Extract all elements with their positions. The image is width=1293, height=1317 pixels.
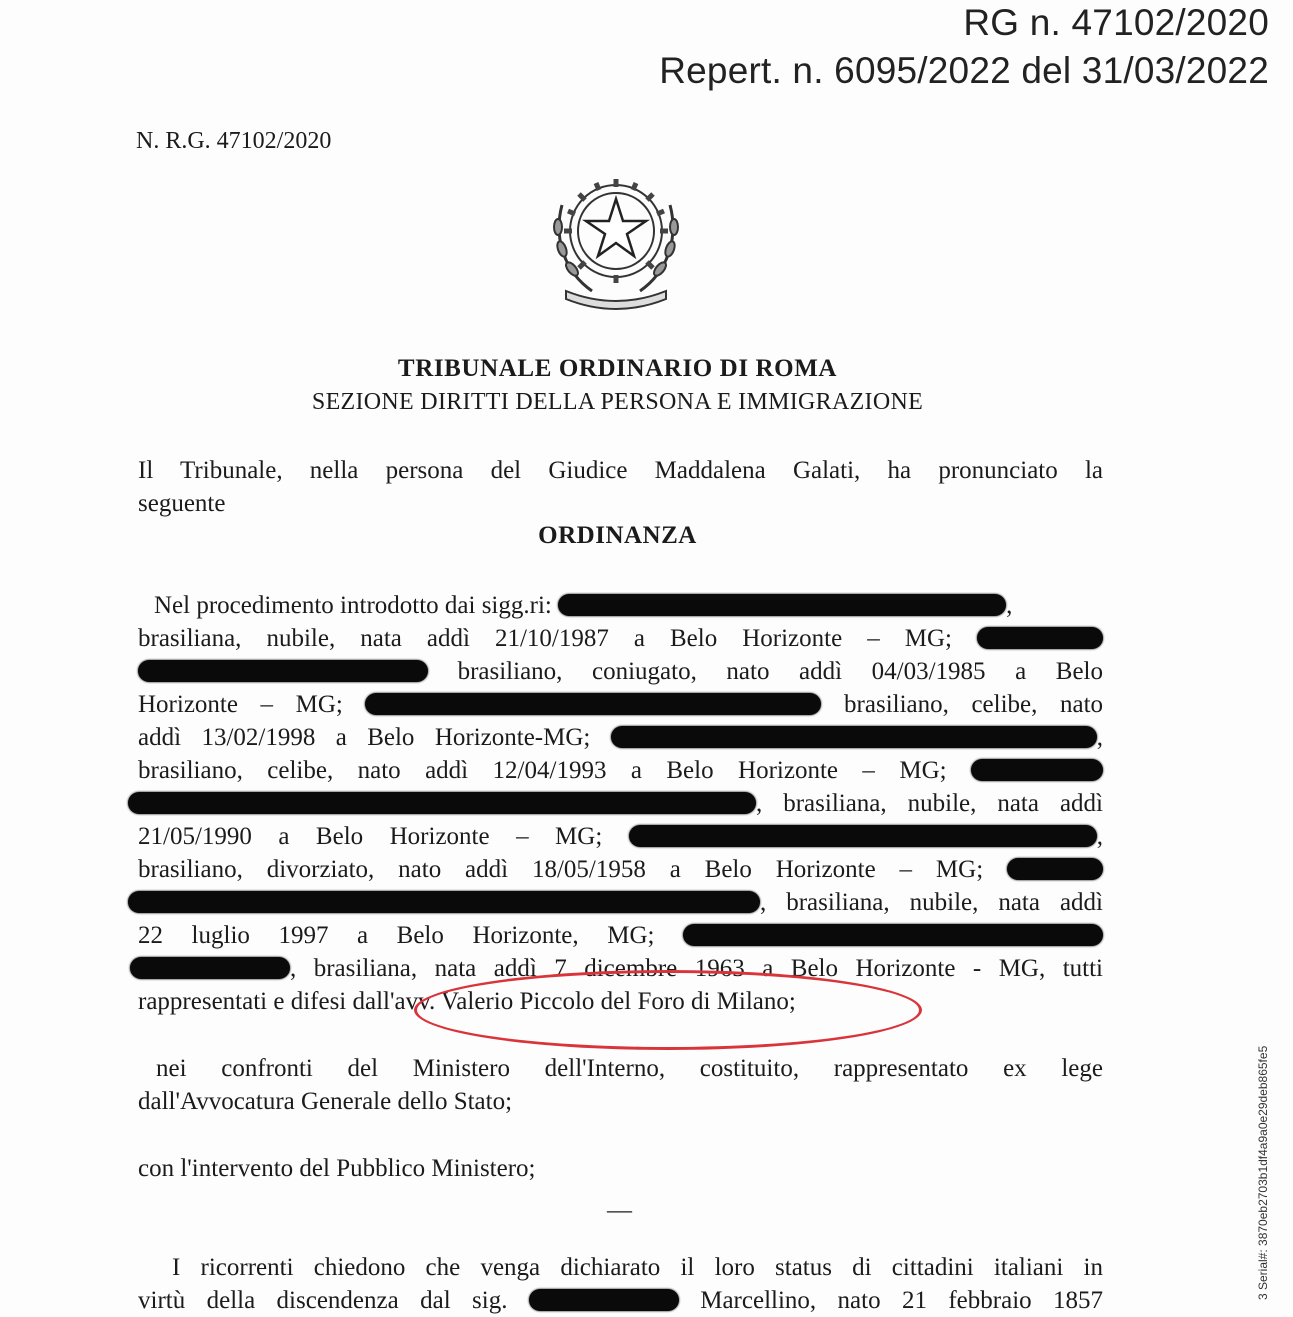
- redaction-mark: [977, 627, 1103, 649]
- parties-line-10: [138, 886, 1103, 919]
- serial-watermark: 3 Serial#: 3870eb2703b1df4a9a0e29deb865fe5: [1256, 1045, 1270, 1300]
- parties-text: brasiliano, divorziato, nato addì 18/05/1958 a Belo Horizonte – MG;: [138, 856, 984, 883]
- section-separator: —: [607, 1197, 632, 1224]
- parties-text: 22 luglio 1997 a Belo Horizonte, MG;: [138, 922, 655, 949]
- parties-line-1: [138, 589, 1103, 622]
- intro-line-1: Il Tribunale, nella persona del Giudice Maddalena Galati, ha pronunciato la: [138, 457, 1103, 484]
- parties-text: brasiliano, celibe, nato addì 12/04/1993 a Belo Horizonte – MG;: [138, 757, 947, 784]
- italian-republic-emblem-icon: [548, 165, 684, 313]
- parties-text: addì 13/02/1998 a Belo Horizonte-MG;: [138, 724, 591, 751]
- parties-line-6: [138, 754, 1103, 787]
- ricorrenti-line-2: [138, 1284, 1103, 1317]
- repert-stamp: Repert. n. 6095/2022 del 31/03/2022: [659, 50, 1269, 91]
- redaction-mark: [629, 825, 1097, 847]
- redaction-mark: [130, 957, 290, 979]
- parties-text: brasiliana, nubile, nata addì 21/10/1987 a Belo Horizonte – MG;: [138, 625, 952, 652]
- case-number: N. R.G. 47102/2020: [136, 128, 332, 154]
- redaction-mark: [365, 693, 821, 715]
- redaction-mark: [529, 1289, 679, 1311]
- ricorrenti-text: Marcellino, nato 21 febbraio 1857: [700, 1287, 1104, 1314]
- parties-text: brasiliano, celibe, nato: [844, 691, 1104, 718]
- parties-line-2: [138, 622, 1103, 655]
- confronti-paragraph: [138, 1052, 1103, 1118]
- parties-text: Nel procedimento introdotto dai sigg.ri:: [154, 592, 552, 619]
- ricorrenti-text: virtù della discendenza dal sig.: [138, 1287, 508, 1314]
- confronti-line-1: nei confronti del Ministero dell'Interno, costituito, rappresentato ex lege: [156, 1055, 1103, 1082]
- confronti-line-2: dall'Avvocatura Generale dello Stato;: [138, 1088, 513, 1115]
- parties-line-7: [138, 787, 1103, 820]
- intro-paragraph: [138, 454, 1103, 520]
- parties-line-8: [138, 820, 1103, 853]
- redaction-mark: [971, 759, 1103, 781]
- redaction-mark: [558, 594, 1006, 616]
- parties-line-9: [138, 853, 1103, 886]
- ricorrenti-line-1: I ricorrenti chiedono che venga dichiarato il loro status di cittadini italiani in: [172, 1254, 1103, 1281]
- document-heading: ORDINANZA: [538, 522, 697, 549]
- parties-text: 21/05/1990 a Belo Horizonte – MG;: [138, 823, 603, 850]
- parties-text: ,: [1096, 724, 1104, 751]
- ricorrenti-paragraph: [138, 1251, 1103, 1317]
- parties-text: Horizonte – MG;: [138, 691, 343, 718]
- parties-line-13: rappresentati e difesi dall'avv. Valerio Piccolo del Foro di Milano;: [138, 988, 796, 1015]
- redaction-mark: [128, 792, 756, 814]
- parties-line-5: [138, 721, 1103, 754]
- parties-text: , brasiliana, nata addì 7 dicembre 1963 a Belo Horizonte - MG, tutti: [290, 955, 1103, 982]
- parties-line-3: [138, 655, 1103, 688]
- redaction-mark: [138, 660, 428, 682]
- redaction-mark: [1007, 858, 1103, 880]
- court-title: TRIBUNALE ORDINARIO DI ROMA: [397, 355, 838, 382]
- rg-stamp: RG n. 47102/2020: [963, 2, 1269, 43]
- parties-line-4: [138, 688, 1103, 721]
- parties-text: ,: [1096, 823, 1104, 850]
- intervento-line: con l'intervento del Pubblico Ministero;: [138, 1155, 536, 1182]
- highlight-oval: [414, 970, 922, 1050]
- parties-text: , brasiliana, nubile, nata addì: [760, 889, 1103, 916]
- redaction-mark: [683, 924, 1103, 946]
- court-section: SEZIONE DIRITTI DELLA PERSONA E IMMIGRAZIONE: [311, 389, 924, 415]
- redaction-mark: [128, 891, 760, 913]
- parties-line-11: [138, 919, 1103, 952]
- intro-line-2: seguente: [138, 490, 226, 517]
- intervento-paragraph: [138, 1152, 1103, 1185]
- parties-text: , brasiliana, nubile, nata addì: [756, 790, 1103, 817]
- parties-text: ,: [1006, 592, 1013, 619]
- parties-text: brasiliano, coniugato, nato addì 04/03/1985 a Belo: [457, 658, 1103, 685]
- parties-paragraph: [138, 589, 1103, 1018]
- redaction-mark: [611, 726, 1097, 748]
